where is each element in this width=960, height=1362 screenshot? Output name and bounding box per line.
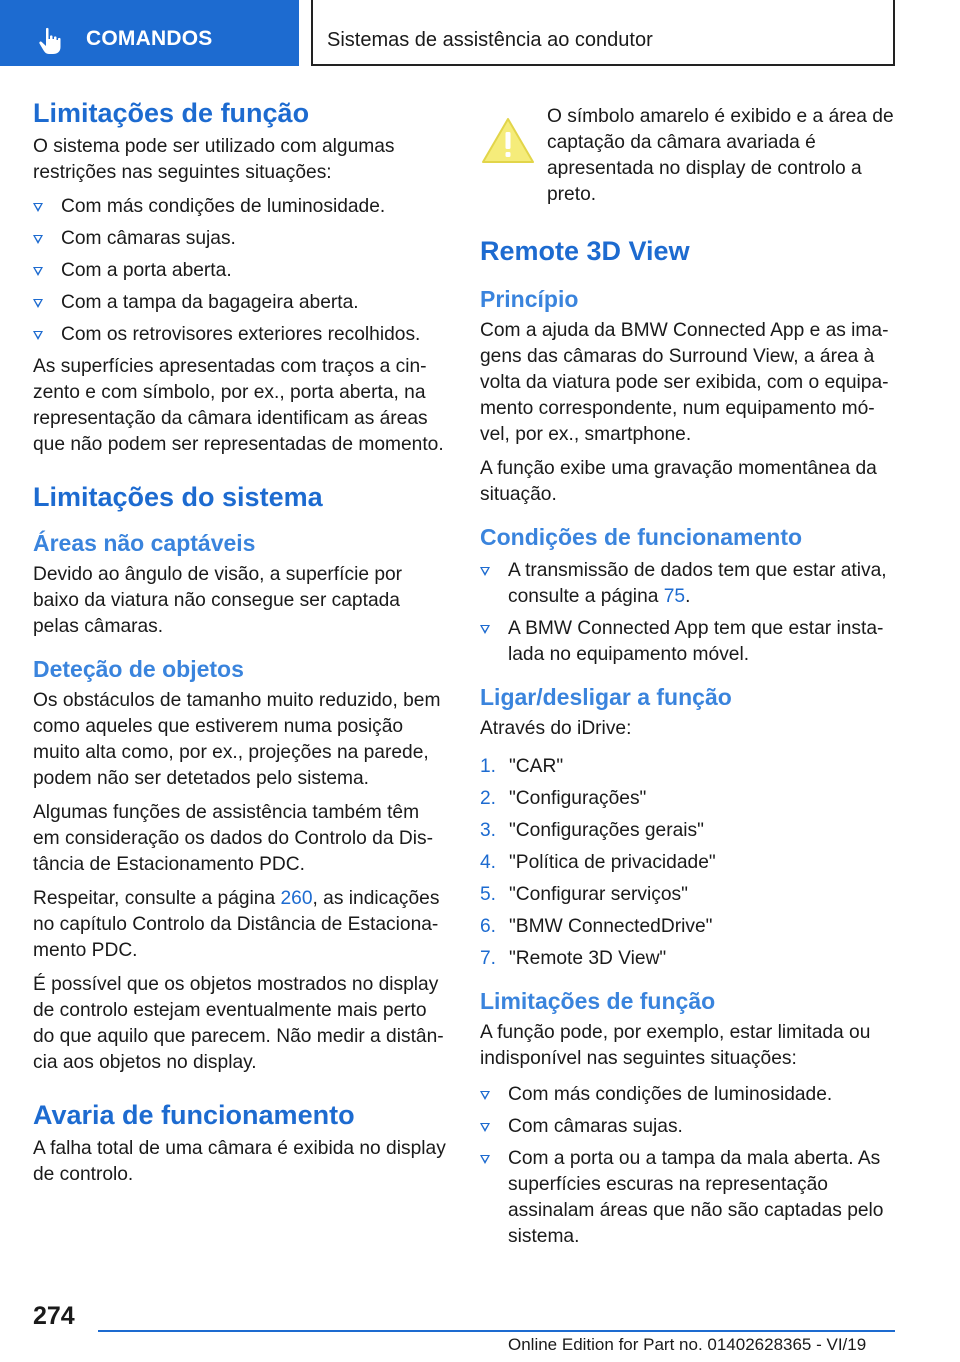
- paragraph: Algumas funções de assistência também têm em consideração os dados do Controlo da Distância de Estacionamento PDC.: [33, 802, 433, 875]
- paragraph: A função exibe uma gravação momentânea da situação.: [480, 458, 877, 505]
- text-run: Respeitar, consulte a página: [33, 888, 281, 909]
- heading-limitacoes-funcao: Limitações de função: [33, 98, 310, 128]
- triangle-bullet-icon: [33, 203, 43, 212]
- list-item: [33, 290, 448, 316]
- triangle-bullet-icon: [33, 267, 43, 276]
- edition-text: Online Edition for Part no. 01402628365 - VI/19: [508, 1335, 867, 1354]
- step-number: 1.: [480, 756, 497, 777]
- paragraph: A função pode, por exemplo, estar limitada ou indisponível nas seguintes situações:: [480, 1022, 871, 1069]
- triangle-bullet-icon: [480, 567, 490, 576]
- footer-divider: [98, 1330, 895, 1332]
- paragraph: A falha total de uma câmara é exibida no display de controlo.: [33, 1138, 446, 1185]
- list-item-text: Com a porta aberta.: [61, 260, 232, 281]
- list-item: [33, 258, 448, 284]
- step-text: "Configurações": [509, 788, 647, 809]
- heading-principio: Princípio: [480, 286, 579, 312]
- step-item: [480, 946, 895, 972]
- heading-limitacoes-sistema: Limitações do sistema: [33, 482, 323, 512]
- heading-areas-nao-captaveis: Áreas não captáveis: [33, 530, 256, 556]
- heading-detecao-objetos: Deteção de objetos: [33, 656, 244, 682]
- step-number: 5.: [480, 884, 497, 905]
- paragraph: As superfícies apresentadas com traços a cinzento e com símbolo, por ex., porta aberta, na representação da câmara identificam as áreas que não podem ser representadas de momento.: [33, 356, 444, 455]
- right-column: [480, 104, 895, 1256]
- section-tab-label: COMANDOS: [86, 27, 213, 50]
- triangle-bullet-icon: [480, 1123, 490, 1132]
- step-text: "Configurar serviços": [509, 884, 688, 905]
- list-item-text: .: [685, 586, 691, 607]
- page-link-75[interactable]: 75: [663, 586, 686, 607]
- step-text: "Configurações gerais": [509, 820, 704, 841]
- page-number: 274: [33, 1302, 75, 1330]
- step-text: "BMW ConnectedDrive": [509, 916, 713, 937]
- list-item-text: Com más condições de luminosidade.: [61, 196, 386, 217]
- list-item-text: Com câmaras sujas.: [508, 1116, 683, 1137]
- paragraph: Através do iDrive:: [480, 718, 632, 739]
- step-number: 4.: [480, 852, 497, 873]
- heading-condicoes-funcionamento: Condições de funcionamento: [480, 524, 803, 550]
- list-item-text: Com a tampa da bagageira aberta.: [61, 292, 359, 313]
- triangle-bullet-icon: [33, 299, 43, 308]
- triangle-bullet-icon: [480, 1155, 490, 1164]
- heading-avaria-funcionamento: Avaria de funcionamento: [33, 1100, 355, 1130]
- list-item: [33, 322, 448, 348]
- list-item: [33, 226, 448, 252]
- step-number: 7.: [480, 948, 497, 969]
- step-item: [480, 882, 895, 908]
- paragraph: Os obstáculos de tamanho muito reduzido, bem como aqueles que estiverem numa posição muito alta como, por ex., projeções na parede, podem não ser detetados pelo sistema.: [33, 690, 441, 789]
- warning-triangle-icon: [480, 116, 536, 166]
- chapter-title: Sistemas de assistência ao condutor: [327, 29, 653, 51]
- step-list: [480, 754, 895, 972]
- chapter-header: [311, 0, 895, 66]
- list-item-text: A transmissão de dados tem que estar ativa, consulte a página: [508, 560, 887, 607]
- step-number: 2.: [480, 788, 497, 809]
- step-text: "Política de privacidade": [509, 852, 716, 873]
- list-item: [480, 1114, 895, 1140]
- step-item: [480, 754, 895, 780]
- triangle-bullet-icon: [480, 625, 490, 634]
- paragraph: Devido ao ângulo de visão, a superfície por baixo da viatura não consegue ser captada pelas câmaras.: [33, 564, 403, 637]
- triangle-bullet-icon: [33, 235, 43, 244]
- warning-note: [480, 104, 895, 208]
- text-run: , as indicações no capítulo Controlo da Distância de Estacionamento PDC.: [33, 888, 440, 961]
- paragraph: É possível que os objetos mostrados no display de controlo estejam eventualmente mais perto do que aquilo que parecem. Não medir a distância aos objetos no display.: [33, 974, 444, 1073]
- hand-pointer-icon: [36, 26, 66, 56]
- warning-text: O símbolo amarelo é exibido e a área de captação da câmara avariada é apresentada no display de controlo a preto.: [547, 106, 894, 205]
- list-item-text: Com os retrovisores exteriores recolhidos.: [61, 324, 421, 345]
- paragraph: Com a ajuda da BMW Connected App e as imagens das câmaras do Surround View, a área à volta da viatura pode ser exibida, com o equipamento correspondente, num equipamento móvel, por ex., smartphone.: [480, 320, 889, 445]
- bullet-list: [33, 194, 448, 348]
- heading-ligar-desligar: Ligar/desligar a função: [480, 684, 732, 710]
- step-text: "Remote 3D View": [509, 948, 667, 969]
- list-item: [480, 616, 895, 668]
- triangle-bullet-icon: [480, 1091, 490, 1100]
- list-item-text: Com a porta ou a tampa da mala aberta. As superfícies escuras na representação assinalam áreas que não são captadas pelo sistema.: [508, 1148, 884, 1247]
- list-item-text: Com câmaras sujas.: [61, 228, 236, 249]
- bullet-list: [480, 558, 895, 668]
- list-item-text: Com más condições de luminosidade.: [508, 1084, 833, 1105]
- list-item: [480, 1082, 895, 1108]
- page-link-260[interactable]: 260: [280, 888, 313, 909]
- step-item: [480, 850, 895, 876]
- list-item: [480, 1146, 895, 1250]
- list-item-text: A BMW Connected App tem que estar instalada no equipamento móvel.: [508, 618, 884, 665]
- step-item: [480, 914, 895, 940]
- paragraph: O sistema pode ser utilizado com algumas restrições nas seguintes situações:: [33, 136, 395, 183]
- step-text: "CAR": [509, 756, 564, 777]
- heading-limitacoes-funcao-2: Limitações de função: [480, 988, 716, 1014]
- list-item: [480, 558, 895, 610]
- step-number: 6.: [480, 916, 497, 937]
- left-column: [33, 96, 448, 1188]
- triangle-bullet-icon: [33, 331, 43, 340]
- heading-remote-3d-view: Remote 3D View: [480, 236, 690, 266]
- section-tab[interactable]: [0, 0, 299, 66]
- step-item: [480, 786, 895, 812]
- bullet-list: [480, 1082, 895, 1250]
- paragraph: [33, 886, 448, 964]
- step-number: 3.: [480, 820, 497, 841]
- step-item: [480, 818, 895, 844]
- list-item: [33, 194, 448, 220]
